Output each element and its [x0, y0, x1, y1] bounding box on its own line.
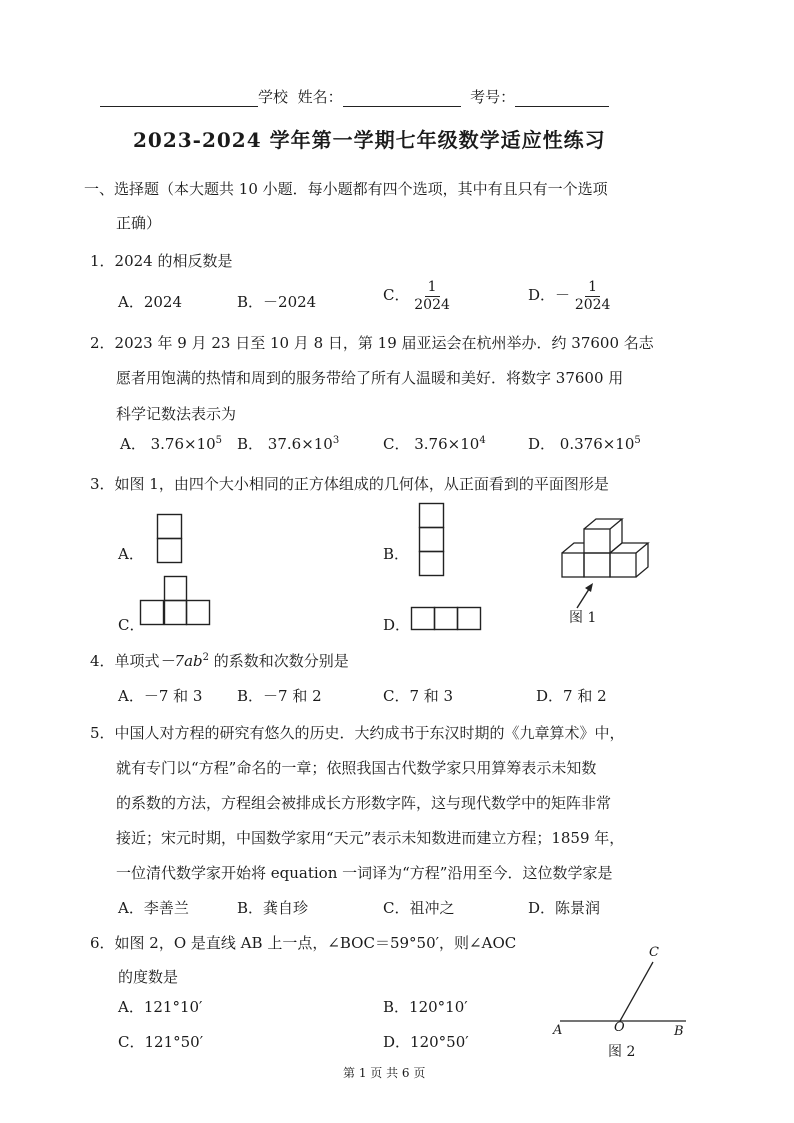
q2-a-base: A． 3.76×10 — [120, 435, 216, 453]
page-title: 2023-2024 学年第一学期七年级数学适应性练习 — [133, 128, 606, 152]
q2-d-base: D． 0.376×10 — [528, 435, 635, 453]
q6-option-d: D．120°50′ — [383, 1033, 469, 1051]
figure2-label: 图 2 — [608, 1044, 636, 1060]
q4-stem-exp: 2 — [202, 652, 210, 663]
exam-no-blank[interactable] — [515, 90, 609, 107]
q4-stem-post: 的系数和次数分别是 — [209, 652, 349, 670]
q2-c-exp: 4 — [479, 435, 486, 446]
figure2-label-o: O — [614, 1020, 625, 1035]
figure2-label-c: C — [649, 945, 659, 960]
q4-option-b: B．－7 和 2 — [237, 687, 322, 705]
q3-option-d-label: D． — [383, 616, 411, 634]
name-label: 姓名： — [297, 88, 343, 106]
q1-option-d-prefix: D．－ — [528, 286, 571, 305]
section1-heading-line1: 一、选择题（本大题共 10 小题．每小题都有四个选项，其中有且只有一个选项 — [84, 180, 608, 198]
q5-option-d: D．陈景润 — [528, 899, 601, 917]
q4-option-d: D．7 和 2 — [536, 687, 607, 705]
q5-line1: 5．中国人对方程的研究有悠久的历史．大约成书于东汉时期的《九章算术》中， — [90, 724, 625, 742]
q3-option-c-figure — [140, 576, 212, 626]
q2-option-d — [528, 433, 641, 454]
q4-stem-expr: －7ab — [159, 652, 203, 670]
figure2-ray-oc — [620, 962, 653, 1021]
q2-option-c — [383, 433, 486, 454]
q1-option-a: A．2024 — [118, 293, 183, 311]
q1-option-b: B．－2024 — [237, 293, 317, 311]
q5-option-c: C．祖冲之 — [383, 899, 455, 917]
q5-line3: 的系数的方法，方程组会被排成长方形数字阵，这与现代数学中的矩阵非常 — [116, 794, 612, 812]
q6-option-a: A．121°10′ — [118, 998, 203, 1016]
q1-option-d-fraction — [575, 280, 611, 312]
q1-option-d — [528, 280, 610, 312]
q1-d-numerator: 1 — [585, 280, 600, 297]
q2-line2: 愿者用饱满的热情和周到的服务带给了所有人温暖和美好．将数字 37600 用 — [116, 369, 624, 387]
q1-c-denominator: 2024 — [414, 296, 450, 313]
q2-b-base: B． 37.6×10 — [237, 435, 333, 453]
q4-option-c: C．7 和 3 — [383, 687, 454, 705]
q1-d-denominator: 2024 — [574, 296, 611, 313]
q5-line5: 一位清代数学家开始将 equation 一词译为“方程”沿用至今．这位数学家是 — [116, 864, 613, 882]
q6-option-b: B．120°10′ — [383, 998, 468, 1016]
q3-option-c-label: C． — [118, 616, 145, 634]
school-blank[interactable] — [100, 90, 258, 107]
q3-option-d-figure — [411, 607, 483, 631]
q2-d-exp: 5 — [634, 435, 641, 446]
figure2-lines — [560, 950, 690, 1030]
q6-line2: 的度数是 — [118, 968, 179, 986]
q3-option-a-figure — [157, 514, 183, 564]
q1-c-numerator: 1 — [425, 280, 440, 297]
page-footer: 第 1 页 共 6 页 — [343, 1066, 426, 1080]
q2-option-b — [237, 433, 339, 454]
figure2-label-b: B — [674, 1024, 684, 1039]
q5-option-a: A．李善兰 — [118, 899, 189, 917]
q5-line4: 接近；宋元时期，中国数学家用“天元”表示未知数进而建立方程；1859 年， — [116, 829, 625, 847]
q2-c-base: C． 3.76×10 — [383, 435, 480, 453]
q1-stem: 1．2024 的相反数是 — [90, 252, 233, 270]
q1-option-c — [383, 280, 450, 312]
q6-option-c: C．121°50′ — [118, 1033, 204, 1051]
figure1-label: 图 1 — [569, 610, 597, 626]
q3-option-a-label: A． — [118, 545, 144, 563]
q1-option-c-prefix: C． — [383, 286, 410, 305]
q5-line2: 就有专门以“方程”命名的一章；依照我国古代数学家只用算筹表示未知数 — [116, 759, 597, 777]
q2-line3: 科学记数法表示为 — [116, 405, 237, 423]
q4-stem — [90, 650, 349, 671]
q3-option-b-label: B． — [383, 545, 410, 563]
q3-stem: 3．如图 1，由四个大小相同的正方体组成的几何体，从正面看到的平面图形是 — [90, 475, 609, 493]
figure2-label-a: A — [553, 1023, 563, 1038]
q2-option-a — [120, 433, 222, 454]
q2-b-exp: 3 — [332, 435, 340, 446]
name-blank[interactable] — [343, 90, 461, 107]
q2-a-exp: 5 — [215, 435, 223, 446]
q5-option-b: B．龚自珍 — [237, 899, 309, 917]
q6-line1: 6．如图 2，O 是直线 AB 上一点，∠BOC＝59°50′，则∠AOC — [90, 934, 517, 952]
exam-no-label: 考号： — [470, 88, 516, 106]
q4-option-a: A．－7 和 3 — [118, 687, 203, 705]
q1-option-c-fraction — [414, 280, 450, 312]
section1-heading-line2: 正确） — [116, 214, 162, 232]
q2-line1: 2．2023 年 9 月 23 日至 10 月 8 日，第 19 届亚运会在杭州举办．约 37600 名志 — [90, 334, 654, 352]
school-label: 学校 — [258, 88, 289, 106]
header-line — [100, 86, 609, 107]
q4-stem-pre: 4．单项式 — [90, 652, 160, 670]
q3-option-b-figure — [419, 503, 445, 577]
